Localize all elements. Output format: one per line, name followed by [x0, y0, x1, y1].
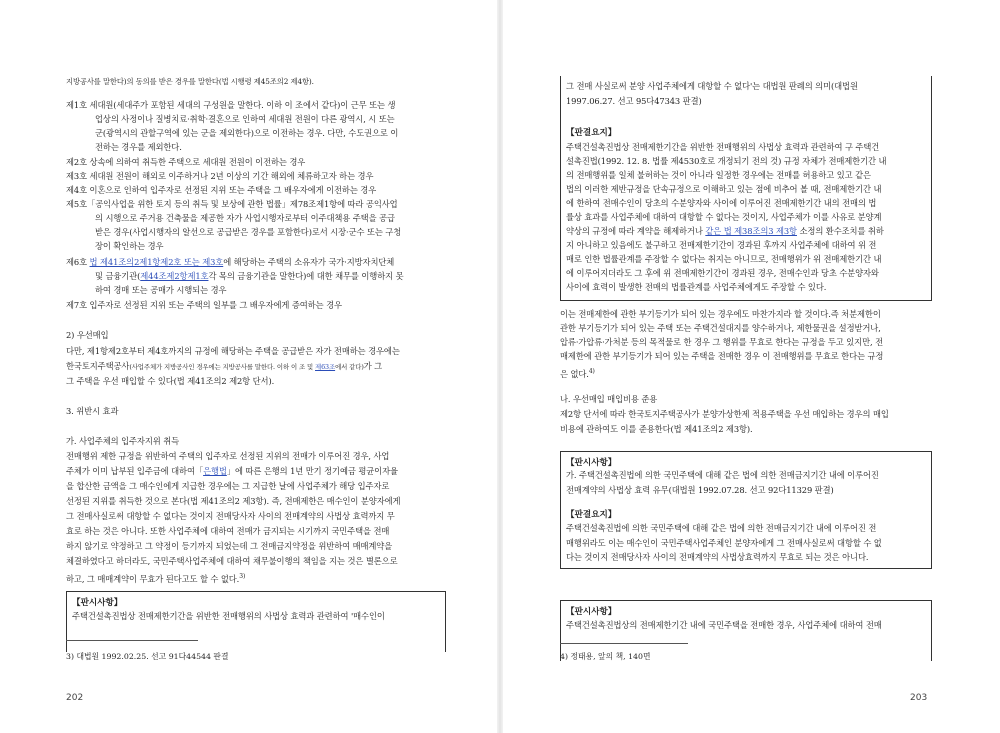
law-link-41-2[interactable]: 법 제41조의2제1항제2호 또는 제3호 — [89, 257, 224, 267]
item6-line3: 하여 경매 또는 공매가 시행되는 경우 — [95, 285, 227, 295]
para-line9 — [66, 571, 245, 585]
item6-line2 — [95, 271, 404, 282]
top-box-line1: 그 전매 사실로써 분양 사업주체에게 대항할 수 없다'는 대법원 판례의 의미(대법원 — [566, 81, 858, 91]
para-line9-text: 하고, 그 매매계약이 무효가 된다고도 할 수 없다. — [66, 573, 240, 584]
yoji-line8: 지 아니하고 있음에도 불구하고 전매제한기간이 경과된 후까지 사업주체에 대하여 위 전 — [566, 240, 877, 250]
right-page — [500, 0, 1000, 733]
law-link-38-3[interactable]: 같은 법 제38조의3 제3항 — [705, 226, 797, 236]
yoji-line2: 설촉진법(1992. 12. 8. 법률 제4530호로 개정되기 전의 것) 규정 자체가 전매제한기간 내 — [566, 156, 887, 166]
item5-line3: 받은 경우(사업시행자의 알선으로 공급받은 경우를 포함한다)로서 시장·군수 또는 구청 — [95, 227, 402, 237]
para-line7: 하지 않기로 약정하고 그 약정이 등기까지 되었는데 그 전매금지약정을 위반하여 매매계약을 — [66, 541, 393, 551]
item1-line3: 군(광역시의 관할구역에 있는 군을 제외한다)으로 이전하는 경우. 다만, 수도권으로 이 — [95, 128, 399, 138]
box2-line1: 가. 주택건설촉진법에 의한 국민주택에 대해 같은 법에 의한 전매금지기간 내에 이루어진 — [566, 470, 879, 480]
para-line2-prefix: 주체가 이미 납부된 입주금에 대하여「 — [66, 466, 204, 476]
para-line8: 체결하였다고 하더라도, 국민주택사업주체에 대하여 채무불이행의 책임을 지는 것은 별론으로 — [66, 556, 398, 566]
yoji-line9: 매로 인한 법률관계를 주장할 수 없다는 취지는 아니므로, 전매행위가 위 전매제한기간 내 — [566, 254, 882, 264]
sub-line1: 제2항 단서에 따라 한국토지주택공사가 분양가상한제 적용주택을 우선 매입하는 경우의 매입 — [560, 409, 889, 419]
item5-line1: 제5호「공익사업을 위한 토지 등의 취득 및 보상에 관한 법률」제78조제1항에 따라 공익사업 — [66, 199, 398, 209]
yoji-line5: 에 한하여 전매수인이 당초의 수분양자와 사이에 이루어진 전매제한기간 내의 전매의 법 — [566, 198, 877, 208]
item5-line4: 장이 확인하는 경우 — [95, 241, 164, 251]
item6-line2-prefix: 및 금융기관( — [95, 271, 141, 281]
item6-line2-suffix: 각 목의 금융기관을 말한다)에 대한 채무를 이행하지 못 — [208, 271, 404, 281]
ruling-box-bottom-heading: 【판시사항】 — [566, 607, 617, 617]
intro-line — [66, 76, 314, 87]
subsection-title: 가. 사업주체의 입주자지위 취득 — [66, 436, 180, 446]
sec2-prefix: 한국토지주택공사 — [66, 361, 130, 371]
body-line5-text: 은 없다. — [560, 368, 589, 379]
body-line5 — [560, 366, 595, 380]
para-line3: 을 합산한 금액을 그 매수인에게 지급한 경우에는 그 지급한 날에 사업주체가 해당 입주자로 — [66, 481, 390, 491]
item3-line: 제3호 세대원 전원이 해외로 이주하거나 2년 이상의 기간 해외에 체류하고자 하는 경우 — [66, 171, 374, 181]
item1-line1: 제1호 세대원(세대주가 포함된 세대의 구성원을 말한다. 이하 이 조에서 같다)이 근무 또는 생 — [66, 100, 396, 110]
body-line4: 매제한에 관한 부기등기가 되어 있는 주택을 전매한 경우 이 전매행위를 무효로 한다는 규정 — [560, 351, 884, 361]
footnote-ref-3[interactable]: 3) — [239, 573, 246, 580]
section2-line1: 다만, 제1항제2호부터 제4호까지의 규정에 해당하는 주택을 공급받은 자가 전매하는 경우에는 — [66, 346, 400, 356]
intro-text: 지방공사를 말한다)의 동의를 받은 경우를 말한다(법 시행령 제45조의2 제4항). — [66, 77, 314, 86]
footnote-3: 3) 대법원 1992.02.25. 선고 91다44544 판결 — [66, 652, 229, 661]
yoji-line10: 에 이루어지더라도 그 후에 위 전매제한기간이 경과된 경우, 전매수인과 당초 수분양자와 — [566, 268, 879, 278]
footnote-ref-4[interactable]: 4) — [588, 368, 595, 375]
sec2-small-note: (사업주체가 지방공사인 경우에는 지방공사를 말한다. 이하 이 조 및 — [129, 363, 316, 371]
item2-line: 제2호 상속에 의하여 취득한 주택으로 세대원 전원이 이전하는 경우 — [66, 157, 306, 167]
item5-line2: 의 시행으로 주거용 건축물을 제공한 자가 사업시행자로부터 이주대책용 주택을 공급 — [95, 213, 395, 223]
page-number-right: 203 — [910, 693, 928, 703]
body-line3: 압류·가압류·가처분 등의 목적물로 한 경우 그 행위를 무효로 한다는 규정을 두고 있지만, 전 — [560, 337, 883, 347]
section2-line3: 그 주택을 우선 매입할 수 있다(법 제41조의2 제2항 단서). — [66, 376, 275, 386]
para-line4: 선정된 지위를 취득한 것으로 본다(법 제41조의2 제3항). 즉, 전매제한은 매수인이 분양자에게 — [66, 496, 401, 506]
item6-prefix: 제6호 — [66, 257, 90, 267]
box3-line: 주택건설촉진법상의 전매제한기간 내에 국민주택을 전매한 경우, 사업주체에 대하여 전매 — [566, 620, 882, 630]
yoji-line1: 주택건설촉진법상 전매제한기간을 위반한 전매행위의 사법상 효력과 관련하여 구 주택건 — [566, 142, 880, 152]
yoji-line7-prefix: 약상의 규정에 따라 계약을 해제하거나 — [566, 226, 706, 236]
sub-line2: 비용에 관하여도 이를 준용한다(법 제41조의2 제3항). — [560, 424, 753, 434]
box2-line4: 매행위라도 이는 매수인이 국민주택사업주체인 분양자에게 그 전매사실로써 대항할 수 없 — [566, 538, 882, 548]
item1-line2: 업상의 사정이나 질병치료·취학·결혼으로 인하여 세대원 전원이 다른 광역시, 시 또는 — [95, 114, 395, 124]
para-line2 — [66, 466, 398, 477]
box2-line3: 주택건설촉진법에 의한 국민주택에 대해 같은 법에 의한 전매금지기간 내에 이루어진 전 — [566, 523, 877, 533]
ruling-box-middle-heading1: 【판시사항】 — [566, 458, 617, 468]
section3-title: 3. 위반시 효과 — [66, 406, 119, 416]
footnote-4: 4) 정태용, 앞의 책, 140면 — [560, 652, 651, 661]
item6-line1 — [66, 257, 394, 268]
box2-line2: 전매계약의 사법상 효력 유무(대법원 1992.07.28. 선고 92다11329 판결) — [566, 485, 834, 495]
page-number-left: 202 — [66, 693, 84, 703]
ruling-box-middle-heading2: 【판결요지】 — [566, 510, 617, 520]
para-line1: 전매행위 제한 규정을 위반하여 주택의 입주자로 선정된 지위의 전매가 이루어진 경우, 사업 — [66, 451, 390, 461]
ruling-box-left-line: 주택건설촉진법상 전매제한기간을 위반한 전매행위의 사법상 효력과 관련하여 '매수인이 — [72, 611, 385, 621]
ruling-box-left-heading: 【판시사항】 — [72, 598, 123, 608]
yoji-line6: 률상 효과를 사업주체에 대하여 대항할 수 없다는 것이지, 사업주체가 이를 사유로 분양계 — [566, 212, 882, 222]
law-link-44-2[interactable]: 제44조제2항제1호 — [140, 271, 209, 281]
sec2-suffix: 가 그 — [363, 361, 383, 371]
law-link-63[interactable]: 제63조 — [315, 363, 336, 371]
yoji-line7-suffix: 소정의 환수조치를 취하 — [796, 226, 884, 236]
banking-act-link[interactable]: 은행법 — [203, 466, 227, 476]
para-line5: 그 전매사실로써 대항할 수 없다는 것이지 전매당사자 사이의 전매계약의 사법상 효력까지 무 — [66, 511, 395, 521]
yoji-line4: 법의 이러한 제반규정을 단속규정으로 이해하고 있는 점에 비추어 볼 때, 전매제한기간 내 — [566, 184, 882, 194]
footnote-divider-right — [560, 643, 688, 644]
top-box-line2: 1997.06.27. 선고 95다47343 판결) — [566, 96, 702, 106]
sec2-small-note2: 에서 같다) — [335, 363, 364, 371]
right-subsection-title: 나. 우선매입 매입비용 준용 — [560, 394, 658, 404]
body-line2: 관한 부기등기가 되어 있는 주택 또는 주택건설대지를 양수하거나, 제한물권을 설정받거나, — [560, 323, 881, 333]
section2-title: 2) 우선매입 — [66, 330, 109, 340]
para-line6: 효로 하는 것은 아니다. 또한 사업주체에 대하여 전매가 금지되는 시기까지 국민주택을 전매 — [66, 526, 390, 536]
yoji-line11: 사이에 효력이 발생한 전매의 법률관계를 사업주체에게도 주장할 수 있다. — [566, 282, 827, 292]
para-line2-suffix: 」에 따른 은행의 1년 만기 정기예금 평균이자율 — [226, 466, 398, 476]
section2-line2 — [66, 361, 382, 373]
box2-line5: 다는 것이지 전매당사자 사이의 전매계약의 사법상효력까지 무효로 되는 것은 아니다. — [566, 552, 869, 562]
item7-line: 제7호 입주자로 선정된 지위 또는 주택의 일부를 그 배우자에게 증여하는 경우 — [66, 300, 342, 310]
item1-line4: 전하는 경우를 제외한다. — [95, 142, 182, 152]
item4-line: 제4호 이혼으로 인하여 입주자로 선정된 지위 또는 주택을 그 배우자에게 이전하는 경우 — [66, 185, 377, 195]
item6-middle: 에 해당하는 주택의 소유자가 국가·지방자치단체 — [223, 257, 395, 267]
footnote-divider — [66, 640, 198, 641]
yoji-line7 — [566, 226, 884, 237]
body-line1: 이는 전매제한에 관한 부기등기가 되어 있는 경우에도 마찬가지라 할 것이다.즉 처분제한이 — [560, 309, 881, 319]
judgment-summary-heading: 【판결요지】 — [566, 128, 617, 138]
yoji-line3: 의 전매행위를 일체 불허하는 것이 아니라 일정한 경우에는 전매를 허용하고 있고 같은 — [566, 170, 871, 180]
